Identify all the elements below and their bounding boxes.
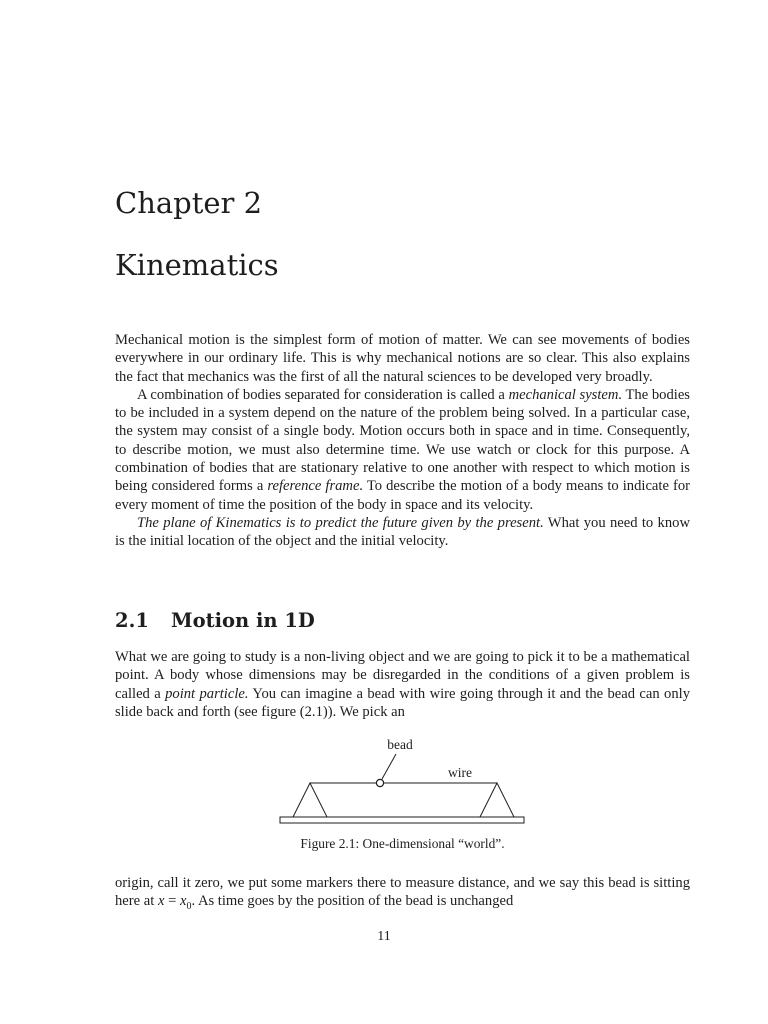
intro-p2-text-start: A combination of bodies separated for consideration is called a <box>137 386 509 403</box>
kinematics-statement: The plane of Kinematics is to predict the future given by the present. <box>137 514 544 531</box>
intro-p3-text: What you need to know is the initial location of the object and the initial velocity. <box>115 514 690 550</box>
wire-label: wire <box>448 765 472 780</box>
section-heading <box>115 609 315 632</box>
page-number: 11 <box>377 929 391 944</box>
math-variable-x: x <box>157 893 165 910</box>
term-reference-frame: reference frame. <box>267 478 364 495</box>
continued-text-start: origin, call it zero, we put some markers there to measure distance, and we say this bead is sitting here at <box>115 875 690 910</box>
bead-circle <box>376 779 383 786</box>
section-number: 2.1 <box>115 609 149 632</box>
math-x0: x <box>179 893 187 910</box>
math-equals: = <box>164 893 180 910</box>
section-p1-text-end: You can imagine a bead with wire going through it and the bead can only slide back and forth (see figure (2.1)). We pick an <box>115 685 690 720</box>
intro-p2-text-end: To describe the motion of a body means to indicate for every moment of time the position of the body in space and its velocity. <box>115 478 690 513</box>
figure-caption: Figure 2.1: One-dimensional “world”. <box>300 836 505 851</box>
continued-text-end: . As time goes by the position of the bead is unchanged <box>191 893 514 910</box>
section-title: Motion in 1D <box>171 609 315 632</box>
bead-on-wire-figure <box>270 735 540 830</box>
section-paragraph-1 <box>115 648 690 721</box>
left-support-triangle <box>293 783 327 817</box>
chapter-title: Kinematics <box>115 248 279 282</box>
base-plate <box>280 817 524 823</box>
intro-paragraph-3 <box>115 514 690 551</box>
intro-text <box>115 331 690 551</box>
term-point-particle: point particle. <box>165 685 249 702</box>
continued-text <box>115 874 690 917</box>
bead-pointer-line <box>382 754 396 779</box>
chapter-label: Chapter 2 <box>115 186 263 220</box>
intro-paragraph-1: Mechanical motion is the simplest form of motion of matter. We can see movements of bodies everywhere in our ordinary life. This is why mechanical notions are so clear. This also explains the fact that mechanics was the first of all the natural sciences to be developed very broadly. <box>115 332 690 385</box>
bead-label: bead <box>387 737 413 752</box>
math-subscript-zero: 0 <box>186 901 192 913</box>
intro-paragraph-2 <box>115 386 690 514</box>
term-mechanical-system: mechanical system. <box>508 386 623 403</box>
intro-p2-text-middle: The bodies to be included in a system depend on the nature of the problem being solved. In a particular case, the system may consist of a single body. Motion occurs both in space and in time. Consequently, to describe motion, we must also determine time. We use watch or clock for this purpose. A combination of bodies that are stationary relative to one another with respect to which motion is being considered forms a <box>115 386 690 495</box>
right-support-triangle <box>480 783 514 817</box>
section-text <box>115 648 690 721</box>
section-p1-text-start: What we are going to study is a non-living object and we are going to pick it to be a mathematical point. A body whose dimensions may be disregarded in the conditions of a given problem is called a <box>115 649 690 702</box>
continued-paragraph <box>115 874 690 917</box>
